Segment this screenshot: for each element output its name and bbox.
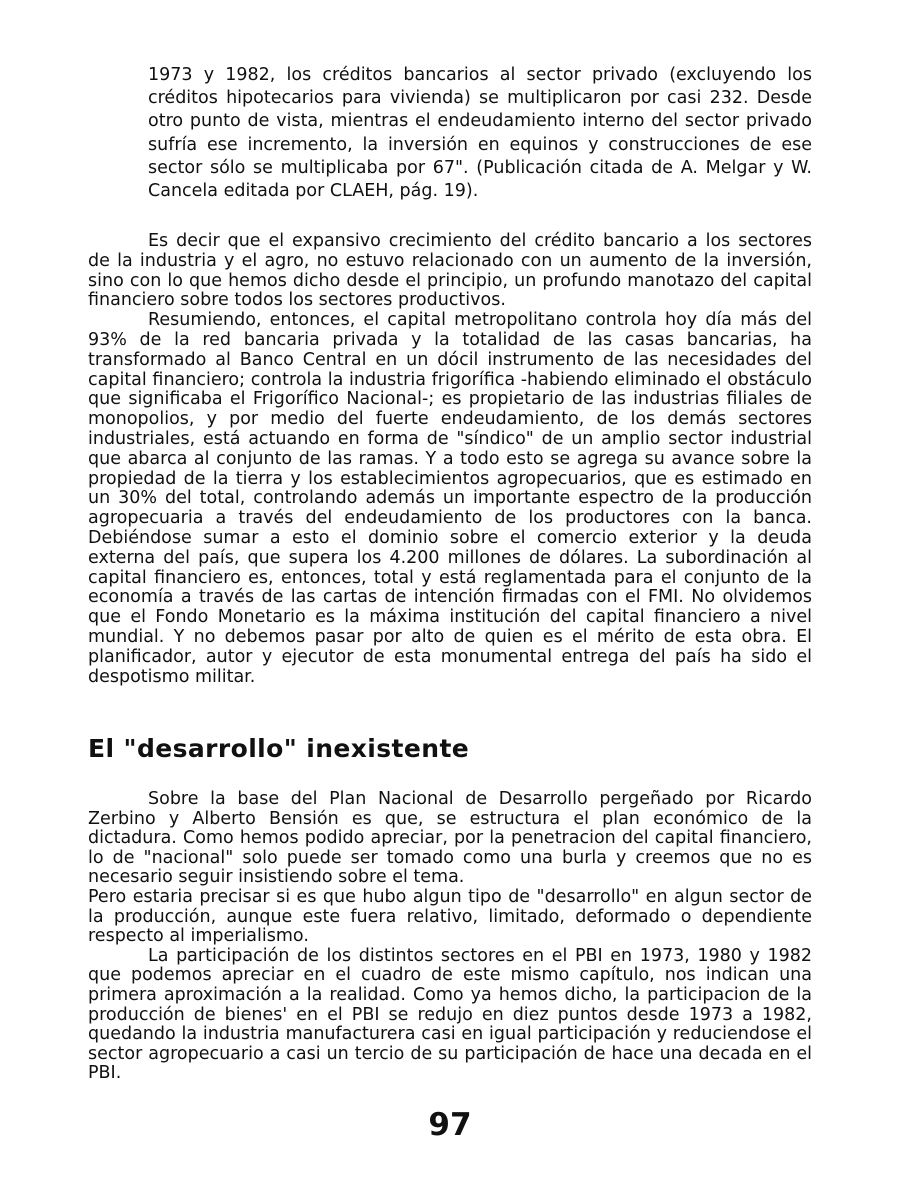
body-text xyxy=(88,232,812,687)
page-number: 97 xyxy=(428,1107,472,1143)
body-paragraph-2: Resumiendo, entonces, el capital metropolitano controla hoy día más del 93% de la red bancaria privada y la totalidad de las casas bancarias, ha transformado al Banco Central en un dócil instrumento de las necesidades del capital financiero; controla la industria frigorífica -habiendo eliminado el obstáculo que significaba el Frigorífico Nacional-; es propietario de las industrias filiales de monopolios, y por medio del fuerte endeudamiento, de los demás sectores industriales, está actuando en forma de "síndico" de un amplio sector industrial que abarca al conjunto de las ramas. Y a todo esto se agrega su avance sobre la propiedad de la tierra y los establecimientos agropecuarios, que es estimado en un 30% del total, controlando además un importante espectro de la producción agropecuaria a través del endeudamiento de los productores con la banca. Debiéndose sumar a esto el dominio sobre el comercio exterior y la deuda externa del país, que supera los 4.200 millones de dólares. La subordinación al capital financiero es, entonces, total y está reglamentada para el conjunto de la economía a través de las cartas de intención firmadas con el FMI. No olvidemos que el Fondo Monetario es la máxima institución del capital financiero a nivel mundial. Y no debemos pasar por alto de quien es el mérito de esta obra. El planificador, autor y ejecutor de esta monumental entrega del país ha sido el despotismo militar. xyxy=(88,310,812,687)
section-paragraph-1: Sobre la base del Plan Nacional de Desarrollo pergeñado por Ricardo Zerbino y Alberto Bensión es que, se estructura el plan económico de la dictadura. Como hemos podido apreciar, por la penetracion del capital financiero, lo de "nacional" solo puede ser tomado como una burla y creemos que no es necesario seguir insistiendo sobre el tema. xyxy=(88,789,812,888)
section-heading: El "desarrollo" inexistente xyxy=(88,734,470,763)
quoted-passage xyxy=(148,64,812,203)
quote-text: 1973 y 1982, los créditos bancarios al sector privado (excluyendo los créditos hipotecarios para vivienda) se multiplicaron por casi 232. Desde otro punto de vista, mientras el endeudamiento interno del sector privado sufría ese incremento, la inversión en equinos y construcciones de ese sector sólo se multiplicaba por 67". (Publicación citada de A. Melgar y W. Cancela editada por CLAEH, pág. 19). xyxy=(148,65,812,202)
section-paragraph-3: La participación de los distintos sectores en el PBI en 1973, 1980 y 1982 que podemos apreciar en el cuadro de este mismo capítulo, nos indican una primera aproximación a la realidad. Como ya hemos dicho, la participacion de la producción de bienes' en el PBI se redujo en diez puntos desde 1973 a 1982, quedando la industria manufacturera casi en igual participación y reduciendose el sector agropecuario a casi un tercio de su participación de hace una decada en el PBI. xyxy=(88,945,812,1084)
body-paragraph-1: Es decir que el expansivo crecimiento del crédito bancario a los sectores de la industria y el agro, no estuvo relacionado con un aumento de la inversión, sino con lo que hemos dicho desde el principio, un profundo manotazo del capital financiero sobre todos los sectores productivos. xyxy=(88,231,812,311)
section-paragraph-2: Pero estaria precisar si es que hubo algun tipo de "desarrollo" en algun sector de la producción, aunque este fuera relativo, limitado, deformado o dependiente respecto al imperialismo. xyxy=(88,886,812,947)
section-body xyxy=(88,790,812,1084)
